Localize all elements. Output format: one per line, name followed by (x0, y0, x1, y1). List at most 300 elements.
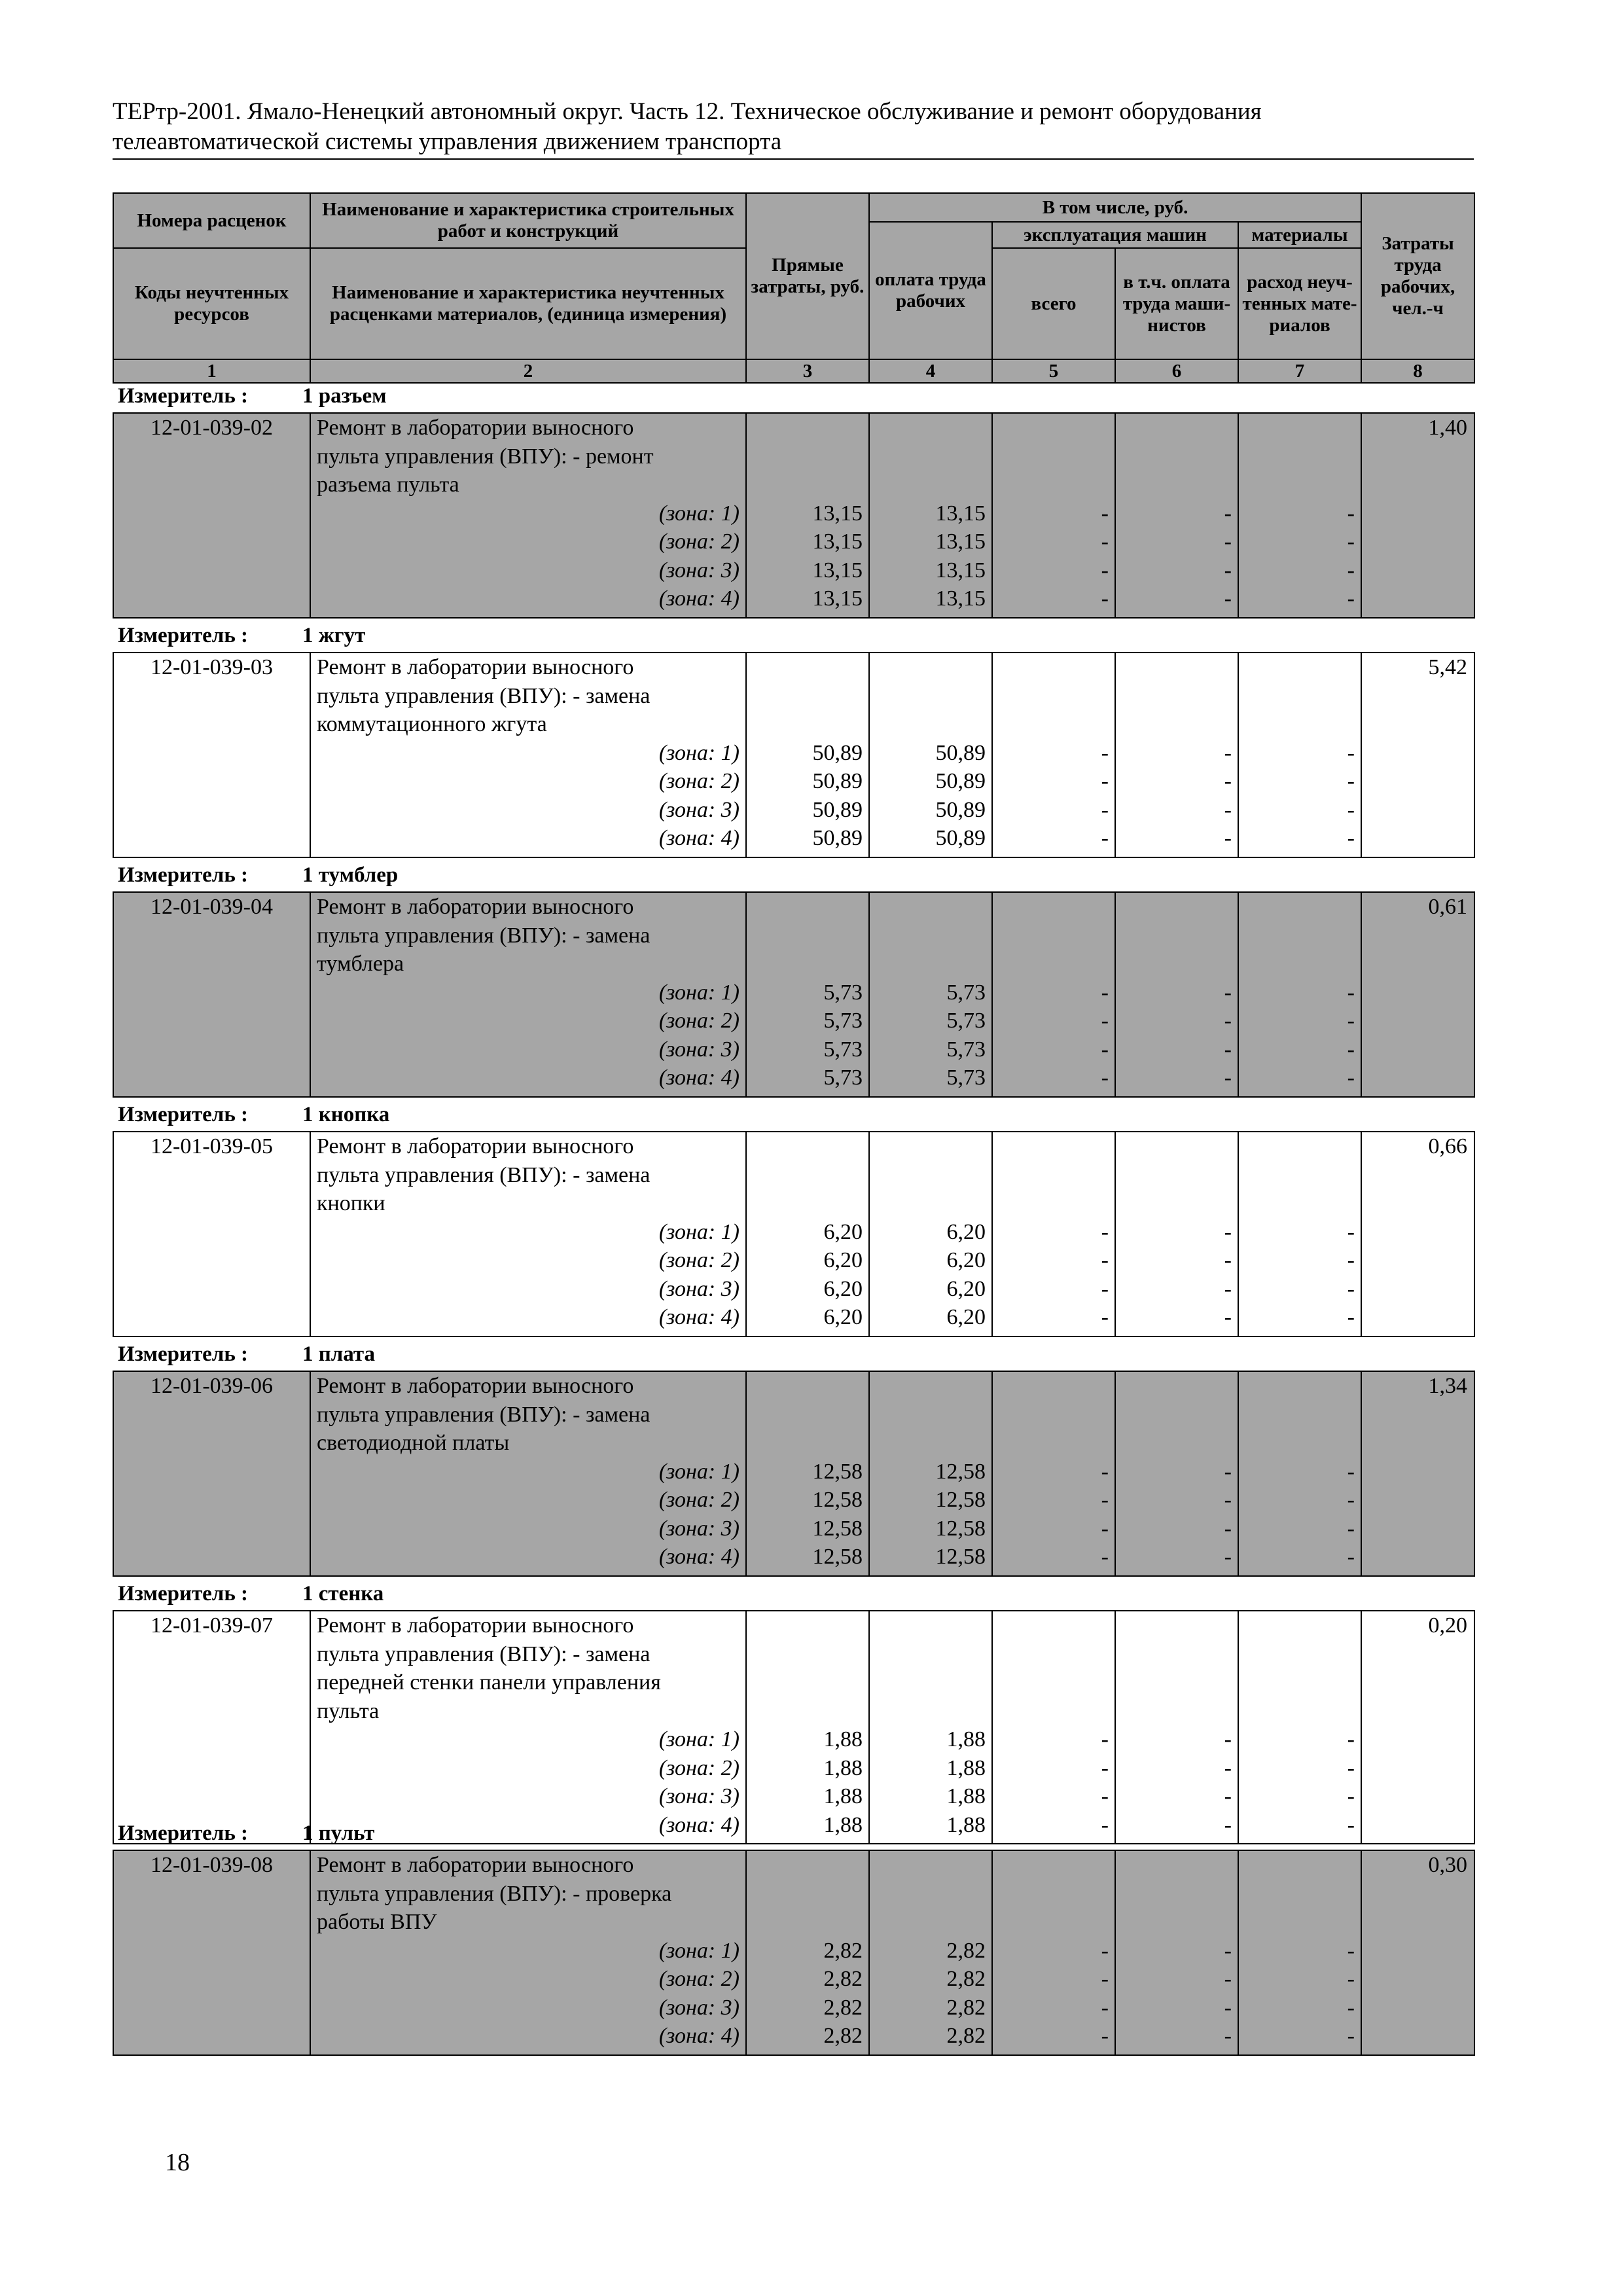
spacer-line (870, 1132, 991, 1161)
direct-costs-value: 12,58 (812, 1459, 863, 1484)
machines-total-values (993, 1132, 1115, 1332)
col-header-labor-costs: Затраты труда рабочих, чел.-ч (1361, 193, 1474, 359)
spacer-line (993, 1429, 1115, 1458)
description-line: пульта управления (ВПУ): - замена (317, 1162, 651, 1187)
direct-costs-value: 13,15 (812, 529, 863, 554)
machines-total-value: - (1101, 1066, 1109, 1090)
labor-costs: 0,66 (1361, 1132, 1474, 1336)
zone-label: (зона: 3) (658, 1516, 740, 1541)
worker-wages-value: 1,88 (946, 1755, 986, 1780)
materials-usage-value: - (1347, 1784, 1355, 1808)
spacer-line (1239, 950, 1361, 978)
direct-costs-value: 5,73 (823, 1066, 863, 1090)
zone-label: (зона: 4) (658, 1305, 740, 1329)
spacer-line (870, 922, 991, 950)
worker-wages-value: 13,15 (935, 529, 986, 554)
spacer-line (870, 653, 991, 682)
spacer-line (1116, 1132, 1238, 1161)
description-line: пульта управления (ВПУ): - ремонт (317, 444, 654, 469)
rate-table (113, 652, 1475, 858)
zone-label: (зона: 2) (658, 1755, 740, 1780)
spacer-line (870, 710, 991, 739)
spacer-line (993, 414, 1115, 442)
spacer-line (1239, 710, 1361, 739)
spacer-line (1116, 893, 1238, 922)
operator-wages-value: - (1224, 1995, 1232, 2020)
zone-label: (зона: 2) (658, 1248, 740, 1272)
measurer-row (118, 1821, 375, 1846)
measurer-row (118, 1102, 390, 1127)
spacer-line (1239, 1851, 1361, 1880)
col-header-operator-wages: в т.ч. оплата труда маши-нистов (1115, 248, 1238, 359)
machines-total-value: - (1101, 1219, 1109, 1244)
description-line: пульта (317, 1698, 380, 1723)
description-line: кнопки (317, 1191, 385, 1215)
direct-costs-value: 13,15 (812, 558, 863, 583)
col-header-materials-name: Наименование и характеристика неучтенных расценками материалов, (единица измерения) (310, 248, 746, 359)
direct-costs-value: 2,82 (823, 1938, 863, 1963)
materials-usage-value: - (1347, 1248, 1355, 1272)
worker-wages-value: 12,58 (935, 1488, 986, 1512)
description-line: пульта управления (ВПУ): - проверка (317, 1881, 672, 1906)
col-header-materials: материалы (1238, 222, 1361, 248)
operator-wages-value: - (1224, 1305, 1232, 1329)
spacer-line (747, 1401, 868, 1429)
spacer-line (1239, 1132, 1361, 1161)
column-number: 3 (746, 359, 869, 383)
labor-costs: 0,20 (1361, 1611, 1474, 1844)
machines-total-values (993, 653, 1115, 853)
operator-wages-value: - (1224, 826, 1232, 850)
worker-wages-values (870, 653, 991, 853)
operator-wages-value: - (1224, 1938, 1232, 1963)
description-line: разъема пульта (317, 473, 459, 497)
spacer-line (1239, 1880, 1361, 1909)
measurer-row (118, 1342, 376, 1367)
machines-total-value: - (1101, 501, 1109, 526)
spacer-line (747, 1640, 868, 1669)
operator-wages-value: - (1224, 501, 1232, 526)
operator-wages-value: - (1224, 1812, 1232, 1837)
spacer-line (747, 1429, 868, 1458)
operator-wages (1115, 1611, 1238, 1844)
spacer-line (747, 1161, 868, 1190)
spacer-line (870, 1401, 991, 1429)
machines-total-value: - (1101, 1938, 1109, 1963)
materials-usage-value: - (1347, 1755, 1355, 1780)
materials-usage-value: - (1347, 797, 1355, 822)
materials-usage-value: - (1347, 1488, 1355, 1512)
description-lines (311, 653, 745, 853)
spacer-line (870, 442, 991, 471)
worker-wages (869, 653, 992, 857)
spacer-line (1116, 1880, 1238, 1909)
labor-costs: 5,42 (1361, 653, 1474, 857)
spacer-line (870, 1697, 991, 1726)
spacer-line (747, 1880, 868, 1909)
spacer-line (993, 922, 1115, 950)
spacer-line (993, 471, 1115, 499)
measurer-label: Измеритель : (118, 1582, 249, 1605)
materials-usage (1238, 413, 1361, 618)
description-line: Ремонт в лаборатории выносного (317, 1853, 634, 1877)
description-lines (311, 414, 745, 613)
operator-wages-value: - (1224, 769, 1232, 793)
rate-code: 12-01-039-08 (113, 1850, 310, 2055)
operator-wages-value: - (1224, 1545, 1232, 1569)
spacer-line (747, 414, 868, 442)
spacer-line (993, 1697, 1115, 1726)
spacer-line (747, 1908, 868, 1937)
operator-wages (1115, 653, 1238, 857)
spacer-line (993, 1132, 1115, 1161)
machines-total-value: - (1101, 740, 1109, 765)
direct-costs-values (747, 1851, 868, 2051)
materials-usage-value: - (1347, 1009, 1355, 1033)
operator-wages (1115, 1132, 1238, 1336)
worker-wages-value: 2,82 (946, 2024, 986, 2048)
materials-usage-value: - (1347, 529, 1355, 554)
materials-usage-value: - (1347, 558, 1355, 583)
rate-description (310, 413, 746, 618)
zone-label: (зона: 1) (658, 1459, 740, 1484)
spacer-line (1116, 1908, 1238, 1937)
materials-usage (1238, 1611, 1361, 1844)
direct-costs-value: 2,82 (823, 2024, 863, 2048)
spacer-line (1239, 653, 1361, 682)
rate-description (310, 892, 746, 1097)
operator-wages (1115, 413, 1238, 618)
description-lines (311, 1132, 745, 1332)
direct-costs-value: 6,20 (823, 1248, 863, 1272)
spacer-line (993, 1640, 1115, 1669)
labor-costs: 0,61 (1361, 892, 1474, 1097)
direct-costs-values (747, 1372, 868, 1571)
direct-costs-value: 5,73 (823, 1009, 863, 1033)
machines-total-value: - (1101, 1727, 1109, 1751)
description-line: Ремонт в лаборатории выносного (317, 1613, 634, 1638)
worker-wages-value: 2,82 (946, 1967, 986, 1991)
worker-wages-value: 12,58 (935, 1459, 986, 1484)
zone-label: (зона: 3) (658, 1276, 740, 1301)
materials-usage-value: - (1347, 1516, 1355, 1541)
materials-usage-value: - (1347, 1276, 1355, 1301)
description-line: работы ВПУ (317, 1910, 437, 1934)
spacer-line (1116, 414, 1238, 442)
spacer-line (993, 1611, 1115, 1640)
machines-total (992, 1611, 1115, 1844)
col-header-machines-total: всего (992, 248, 1115, 359)
direct-costs-value: 5,73 (823, 980, 863, 1005)
spacer-line (747, 710, 868, 739)
spacer-line (747, 653, 868, 682)
machines-total-value: - (1101, 558, 1109, 583)
description-line: Ремонт в лаборатории выносного (317, 895, 634, 919)
worker-wages-value: 1,88 (946, 1727, 986, 1751)
spacer-line (1116, 950, 1238, 978)
spacer-line (747, 682, 868, 711)
worker-wages-value: 5,73 (946, 1037, 986, 1062)
machines-total-value: - (1101, 1248, 1109, 1272)
worker-wages-values (870, 1132, 991, 1332)
spacer-line (1116, 1668, 1238, 1697)
spacer-line (1239, 1697, 1361, 1726)
operator-wages-values (1116, 1611, 1238, 1839)
zone-label: (зона: 4) (658, 826, 740, 850)
spacer-line (870, 1189, 991, 1218)
materials-usage (1238, 892, 1361, 1097)
measurer-unit: 1 стенка (302, 1582, 384, 1605)
machines-total (992, 413, 1115, 618)
zone-label: (зона: 1) (658, 980, 740, 1005)
spacer-line (870, 1880, 991, 1909)
table-row (113, 892, 1474, 1097)
spacer-line (1116, 710, 1238, 739)
zone-label: (зона: 2) (658, 769, 740, 793)
operator-wages-value: - (1224, 558, 1232, 583)
worker-wages-value: 50,89 (935, 740, 986, 765)
worker-wages-value: 1,88 (946, 1812, 986, 1837)
direct-costs (746, 413, 869, 618)
machines-total-value: - (1101, 1516, 1109, 1541)
operator-wages (1115, 892, 1238, 1097)
worker-wages-value: 13,15 (935, 586, 986, 611)
spacer-line (1116, 1189, 1238, 1218)
spacer-line (1116, 922, 1238, 950)
col-header-worker-wages: оплата труда рабочих (869, 222, 992, 359)
spacer-line (1116, 471, 1238, 499)
description-line: светодиодной платы (317, 1431, 510, 1455)
description-line: пульта управления (ВПУ): - замена (317, 683, 651, 708)
spacer-line (1239, 682, 1361, 711)
rate-code: 12-01-039-07 (113, 1611, 310, 1844)
spacer-line (747, 471, 868, 499)
operator-wages-value: - (1224, 797, 1232, 822)
materials-usage-value: - (1347, 1066, 1355, 1090)
worker-wages-values (870, 893, 991, 1092)
materials-usage-value: - (1347, 586, 1355, 611)
spacer-line (870, 893, 991, 922)
description-line: пульта управления (ВПУ): - замена (317, 1641, 651, 1666)
direct-costs-value: 13,15 (812, 501, 863, 526)
labor-costs: 1,40 (1361, 413, 1474, 618)
machines-total-value: - (1101, 2024, 1109, 2048)
worker-wages (869, 1850, 992, 2055)
spacer-line (747, 1697, 868, 1726)
zone-label: (зона: 3) (658, 797, 740, 822)
spacer-line (870, 950, 991, 978)
direct-costs-value: 6,20 (823, 1276, 863, 1301)
spacer-line (747, 893, 868, 922)
machines-total-value: - (1101, 826, 1109, 850)
description-line: коммутационного жгута (317, 712, 547, 736)
worker-wages-value: 2,82 (946, 1995, 986, 2020)
operator-wages-values (1116, 1132, 1238, 1332)
machines-total-value: - (1101, 1009, 1109, 1033)
direct-costs-value: 2,82 (823, 1995, 863, 2020)
spacer-line (870, 682, 991, 711)
direct-costs-value: 12,58 (812, 1545, 863, 1569)
measurer-row (118, 1581, 384, 1606)
table-header (113, 192, 1475, 384)
description-lines (311, 1611, 745, 1839)
rate-code: 12-01-039-03 (113, 653, 310, 857)
direct-costs-value: 1,88 (823, 1784, 863, 1808)
direct-costs (746, 1850, 869, 2055)
description-line: пульта управления (ВПУ): - замена (317, 1402, 651, 1427)
machines-total-value: - (1101, 1812, 1109, 1837)
worker-wages-values (870, 1372, 991, 1571)
column-number: 1 (113, 359, 310, 383)
operator-wages-value: - (1224, 1755, 1232, 1780)
operator-wages-value: - (1224, 1967, 1232, 1991)
materials-usage-value: - (1347, 1459, 1355, 1484)
spacer-line (747, 1611, 868, 1640)
spacer-line (747, 922, 868, 950)
spacer-line (870, 1161, 991, 1190)
materials-usage (1238, 653, 1361, 857)
materials-usage-value: - (1347, 2024, 1355, 2048)
column-number: 7 (1238, 359, 1361, 383)
spacer-line (1116, 442, 1238, 471)
spacer-line (993, 950, 1115, 978)
machines-total-value: - (1101, 1784, 1109, 1808)
spacer-line (993, 653, 1115, 682)
spacer-line (1116, 1697, 1238, 1726)
col-header-works-name: Наименование и характеристика строительных работ и конструкций (310, 193, 746, 248)
zone-label: (зона: 2) (658, 1488, 740, 1512)
operator-wages-values (1116, 1372, 1238, 1571)
zone-label: (зона: 3) (658, 1784, 740, 1808)
measurer-label: Измеритель : (118, 1342, 249, 1366)
zone-label: (зона: 2) (658, 529, 740, 554)
spacer-line (1116, 1372, 1238, 1401)
measurer-row (118, 623, 366, 648)
measurer-unit: 1 кнопка (302, 1103, 390, 1126)
measurer-unit: 1 пульт (302, 1821, 375, 1845)
spacer-line (747, 442, 868, 471)
spacer-line (1116, 1161, 1238, 1190)
spacer-line (1239, 1429, 1361, 1458)
operator-wages-value: - (1224, 1037, 1232, 1062)
operator-wages-value: - (1224, 1516, 1232, 1541)
direct-costs-value: 1,88 (823, 1727, 863, 1751)
column-number: 2 (310, 359, 746, 383)
materials-usage-value: - (1347, 1995, 1355, 2020)
col-header-direct-costs: Прямые затраты, руб. (746, 193, 869, 359)
materials-usage-value: - (1347, 501, 1355, 526)
machines-total-value: - (1101, 1459, 1109, 1484)
materials-usage-value: - (1347, 1727, 1355, 1751)
rate-table (113, 1371, 1475, 1577)
zone-label: (зона: 3) (658, 1995, 740, 2020)
description-lines (311, 893, 745, 1092)
spacer-line (993, 1372, 1115, 1401)
table-row (113, 1371, 1474, 1576)
operator-wages-value: - (1224, 1459, 1232, 1484)
description-line: передней стенки панели управления (317, 1670, 661, 1695)
materials-usage-value: - (1347, 740, 1355, 765)
spacer-line (1239, 1611, 1361, 1640)
spacer-line (1116, 1429, 1238, 1458)
zone-label: (зона: 4) (658, 2024, 740, 2048)
worker-wages (869, 1611, 992, 1844)
direct-costs-value: 6,20 (823, 1219, 863, 1244)
worker-wages-value: 1,88 (946, 1784, 986, 1808)
spacer-line (1239, 922, 1361, 950)
col-header-rate-numbers: Номера расценок (113, 193, 310, 248)
zone-label: (зона: 4) (658, 1545, 740, 1569)
rate-table (113, 1850, 1475, 2056)
col-header-group: В том числе, руб. (869, 193, 1361, 222)
operator-wages (1115, 1371, 1238, 1576)
direct-costs (746, 653, 869, 857)
spacer-line (1239, 1401, 1361, 1429)
direct-costs-value: 50,89 (812, 826, 863, 850)
direct-costs-value: 1,88 (823, 1755, 863, 1780)
direct-costs-value: 50,89 (812, 769, 863, 793)
description-lines (311, 1851, 745, 2051)
machines-total-value: - (1101, 586, 1109, 611)
spacer-line (747, 1372, 868, 1401)
rate-code: 12-01-039-05 (113, 1132, 310, 1336)
worker-wages (869, 892, 992, 1097)
materials-usage-values (1239, 653, 1361, 853)
spacer-line (747, 1132, 868, 1161)
rate-description (310, 653, 746, 857)
worker-wages (869, 1132, 992, 1336)
machines-total-value: - (1101, 1545, 1109, 1569)
table-row (113, 1850, 1474, 2055)
worker-wages-value: 6,20 (946, 1248, 986, 1272)
materials-usage-value: - (1347, 1967, 1355, 1991)
machines-total-value: - (1101, 1488, 1109, 1512)
header-line-1: ТЕРтр-2001. Ямало-Ненецкий автономный округ. Часть 12. Техническое обслуживание и ремонт оборудования (113, 98, 1262, 125)
spacer-line (747, 950, 868, 978)
materials-usage-values (1239, 1372, 1361, 1571)
spacer-line (1239, 471, 1361, 499)
operator-wages-value: - (1224, 1276, 1232, 1301)
direct-costs (746, 1371, 869, 1576)
measurer-label: Измеритель : (118, 1103, 249, 1126)
spacer-line (993, 1189, 1115, 1218)
spacer-line (1239, 1161, 1361, 1190)
machines-total-values (993, 893, 1115, 1092)
operator-wages-value: - (1224, 740, 1232, 765)
direct-costs-values (747, 1132, 868, 1332)
description-line: Ремонт в лаборатории выносного (317, 655, 634, 679)
spacer-line (1239, 1189, 1361, 1218)
spacer-line (747, 1189, 868, 1218)
spacer-line (1239, 893, 1361, 922)
zone-label: (зона: 1) (658, 1219, 740, 1244)
description-line: Ремонт в лаборатории выносного (317, 1374, 634, 1398)
direct-costs (746, 1132, 869, 1336)
materials-usage-values (1239, 1851, 1361, 2051)
operator-wages-value: - (1224, 2024, 1232, 2048)
machines-total-values (993, 1851, 1115, 2051)
table-row (113, 413, 1474, 618)
spacer-line (870, 414, 991, 442)
materials-usage-value: - (1347, 1219, 1355, 1244)
zone-label: (зона: 3) (658, 1037, 740, 1062)
column-number: 6 (1115, 359, 1238, 383)
zone-label: (зона: 2) (658, 1009, 740, 1033)
spacer-line (870, 1908, 991, 1937)
zone-label: (зона: 1) (658, 740, 740, 765)
header-line-2: телеавтоматической системы управления движением транспорта (113, 128, 782, 155)
measurer-label: Измеритель : (118, 624, 249, 647)
